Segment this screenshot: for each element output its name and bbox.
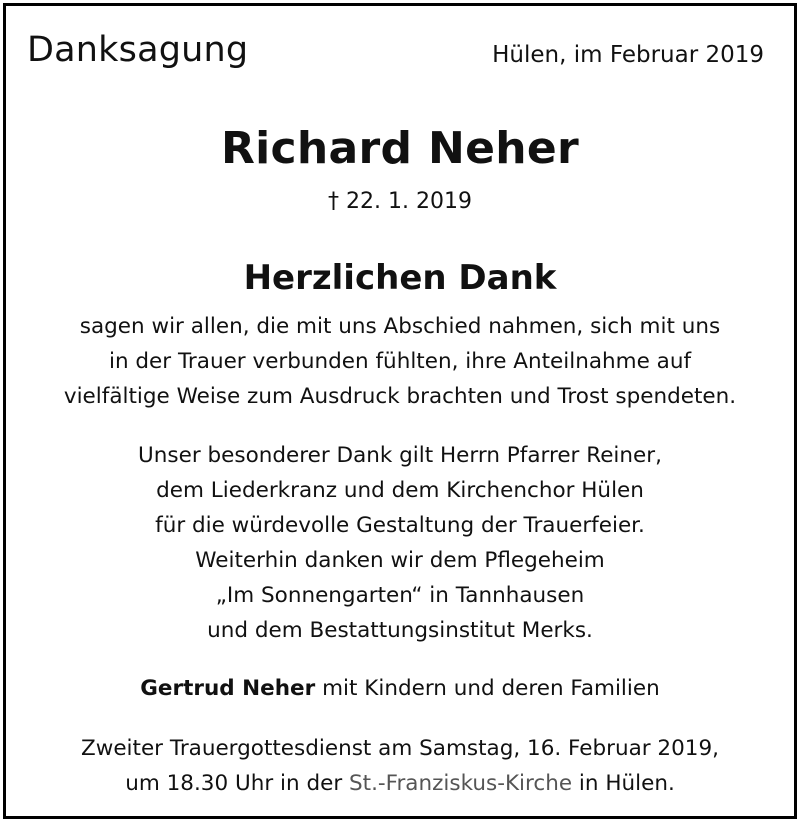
thanks-text-line: in der Trauer verbunden fühlten, ihre Anteilnahme auf [108,349,692,374]
service-line: Zweiter Trauergottesdienst am Samstag, 16. Februar 2019, [81,736,719,761]
service-time: um 18.30 Uhr in der [125,771,349,796]
survivor-family: mit Kindern und deren Familien [315,676,660,701]
special-thanks-line: Weiterhin danken wir dem Pflegeheim [195,548,605,573]
service-line [3,771,797,796]
special-thanks-line: für die würdevolle Gestaltung der Trauerfeier. [155,513,645,538]
thanks-title: Herzlichen Dank [243,258,557,298]
special-thanks-line: Unser besonderer Dank gilt Herrn Pfarrer Reiner, [138,443,662,468]
special-thanks-line: dem Liederkranz und dem Kirchenchor Hülen [156,478,644,503]
place-date: Hülen, im Februar 2019 [492,42,764,68]
signature-line [3,676,797,701]
thanks-text-line: vielfältige Weise zum Ausdruck brachten und Trost spendeten. [63,384,737,409]
special-thanks-line: und dem Bestattungsinstitut Merks. [207,618,593,643]
service-place: in Hülen. [572,771,675,796]
thanks-text-line: sagen wir allen, die mit uns Abschied nahmen, sich mit uns [79,314,721,339]
notice-heading: Danksagung [27,30,249,70]
special-thanks-line: „Im Sonnengarten“ in Tannhausen [215,583,585,608]
survivor-name: Gertrud Neher [140,676,316,701]
death-date: † 22. 1. 2019 [328,189,472,214]
church-link[interactable]: St.-Franziskus-Kirche [349,771,573,796]
deceased-name: Richard Neher [220,123,579,174]
